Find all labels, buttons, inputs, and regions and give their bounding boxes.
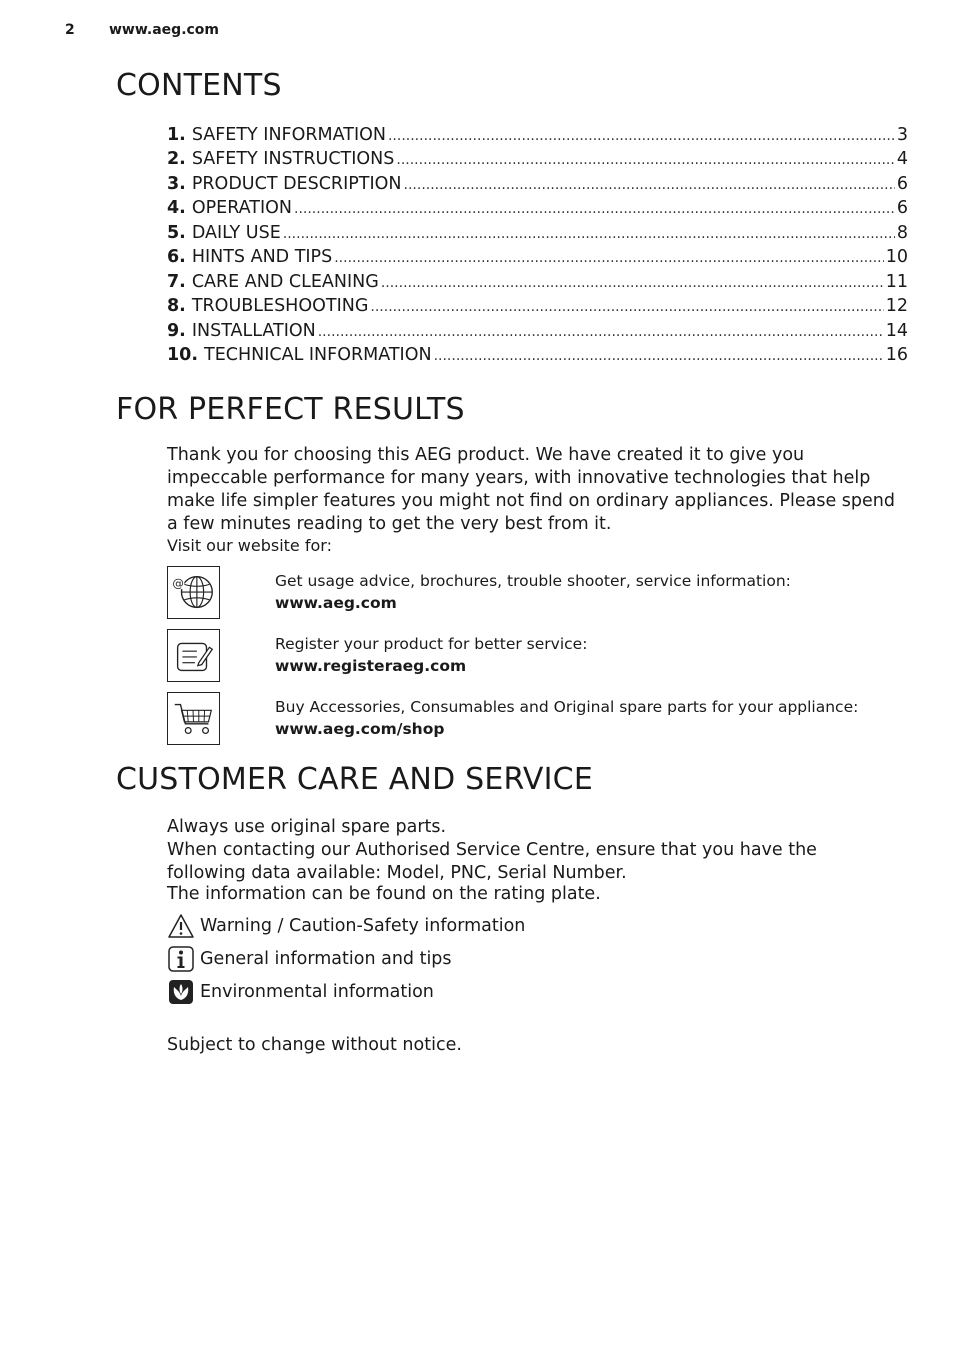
environment-leaf-icon xyxy=(167,978,195,1006)
toc-leader xyxy=(388,127,895,145)
register-link-text xyxy=(275,633,587,677)
register-document-icon xyxy=(167,629,220,682)
toc-leader xyxy=(370,298,883,316)
toc-page: 4 xyxy=(896,149,908,169)
shop-link-text xyxy=(275,696,858,740)
svg-text:@: @ xyxy=(172,576,184,591)
toc-leader xyxy=(318,323,884,341)
toc-leader xyxy=(434,347,884,365)
customer-care-heading: CUSTOMER CARE AND SERVICE xyxy=(116,762,593,797)
visit-label: Visit our website for: xyxy=(167,536,332,555)
toc-page: 3 xyxy=(896,124,908,145)
shop-link-url[interactable]: www.aeg.com/shop xyxy=(275,720,445,738)
toc-title: DAILY USE xyxy=(191,222,281,243)
toc-title: HINTS AND TIPS xyxy=(191,247,333,267)
toc-number: 3. xyxy=(167,173,186,194)
toc-entry-10[interactable] xyxy=(167,341,908,366)
intro-paragraph: Thank you for choosing this AEG product. We have created it to give you impeccable performance for many years, with innovative technologies that help make life simpler features you might not find on ordinary appliances. Please spend a few minutes reading to get the very best from it. xyxy=(167,445,895,534)
toc-title: TROUBLESHOOTING xyxy=(191,296,369,316)
toc-number: 2. xyxy=(167,149,186,169)
toc-entry-1[interactable] xyxy=(167,120,908,145)
toc-leader xyxy=(404,176,895,194)
legend-info-text: General information and tips xyxy=(200,949,452,969)
toc-entry-6[interactable] xyxy=(167,243,908,268)
toc-title: OPERATION xyxy=(191,198,292,218)
legend-environment xyxy=(167,977,434,1007)
globe-at-icon xyxy=(167,566,220,619)
toc-entry-4[interactable] xyxy=(167,194,908,219)
contents-heading: CONTENTS xyxy=(116,68,282,103)
toc-entry-5[interactable] xyxy=(167,218,908,243)
register-link-url[interactable]: www.registeraeg.com xyxy=(275,657,467,675)
toc-entry-3[interactable] xyxy=(167,169,908,194)
shopping-cart-icon xyxy=(167,692,220,745)
toc-title: CARE AND CLEANING xyxy=(191,271,379,292)
info-icon xyxy=(167,945,195,973)
register-link-description: Register your product for better service: xyxy=(275,635,588,653)
toc-page: 14 xyxy=(885,320,908,341)
toc-number: 7. xyxy=(167,271,186,292)
perfect-results-heading: FOR PERFECT RESULTS xyxy=(116,392,465,427)
toc-page: 6 xyxy=(896,198,908,218)
legend-warning-text: Warning / Caution-Safety information xyxy=(200,916,526,936)
page-number: 2 xyxy=(65,22,75,38)
toc-title: INSTALLATION xyxy=(191,320,316,341)
toc-number: 9. xyxy=(167,320,186,341)
toc-leader xyxy=(381,274,884,292)
legend-environment-text: Environmental information xyxy=(200,982,434,1002)
toc-leader xyxy=(396,151,894,169)
website-link-url[interactable]: www.aeg.com xyxy=(275,594,397,612)
toc-page: 11 xyxy=(885,271,908,292)
toc-leader xyxy=(294,200,895,218)
toc-leader xyxy=(334,249,884,267)
register-link-row xyxy=(167,629,907,684)
legend-warning xyxy=(167,911,525,941)
toc-page: 10 xyxy=(885,247,908,267)
website-link-row xyxy=(167,566,907,621)
shop-link-row xyxy=(167,692,907,747)
legend-info xyxy=(167,944,452,974)
shop-link-description: Buy Accessories, Consumables and Original spare parts for your appliance: xyxy=(275,698,859,716)
toc-number: 6. xyxy=(167,247,186,267)
toc-page: 8 xyxy=(896,222,908,243)
toc-number: 4. xyxy=(167,198,186,218)
toc-number: 1. xyxy=(167,124,186,145)
website-link-description: Get usage advice, brochures, trouble shooter, service information: xyxy=(275,572,791,590)
toc-page: 6 xyxy=(896,173,908,194)
toc-entry-9[interactable] xyxy=(167,316,908,341)
toc-number: 8. xyxy=(167,296,186,316)
customer-care-line-3: The information can be found on the rating plate. xyxy=(167,884,601,904)
table-of-contents xyxy=(167,120,908,365)
toc-entry-8[interactable] xyxy=(167,292,908,317)
toc-title: SAFETY INSTRUCTIONS xyxy=(191,149,395,169)
toc-page: 16 xyxy=(885,345,908,365)
toc-title: TECHNICAL INFORMATION xyxy=(204,345,432,365)
toc-leader xyxy=(283,225,895,243)
toc-title: SAFETY INFORMATION xyxy=(191,124,386,145)
footer-note: Subject to change without notice. xyxy=(167,1035,462,1055)
toc-title: PRODUCT DESCRIPTION xyxy=(191,173,402,194)
header-website[interactable]: www.aeg.com xyxy=(109,22,220,38)
toc-page: 12 xyxy=(885,296,908,316)
customer-care-line-2: When contacting our Authorised Service Centre, ensure that you have the following data available: Model, PNC, Serial Number. xyxy=(167,840,817,883)
toc-number: 5. xyxy=(167,222,186,243)
customer-care-line-1: Always use original spare parts. xyxy=(167,817,447,837)
warning-triangle-icon xyxy=(167,912,195,940)
toc-number: 10. xyxy=(167,345,199,365)
page-header xyxy=(65,22,219,38)
toc-entry-7[interactable] xyxy=(167,267,908,292)
website-link-text xyxy=(275,570,791,614)
toc-entry-2[interactable] xyxy=(167,145,908,170)
